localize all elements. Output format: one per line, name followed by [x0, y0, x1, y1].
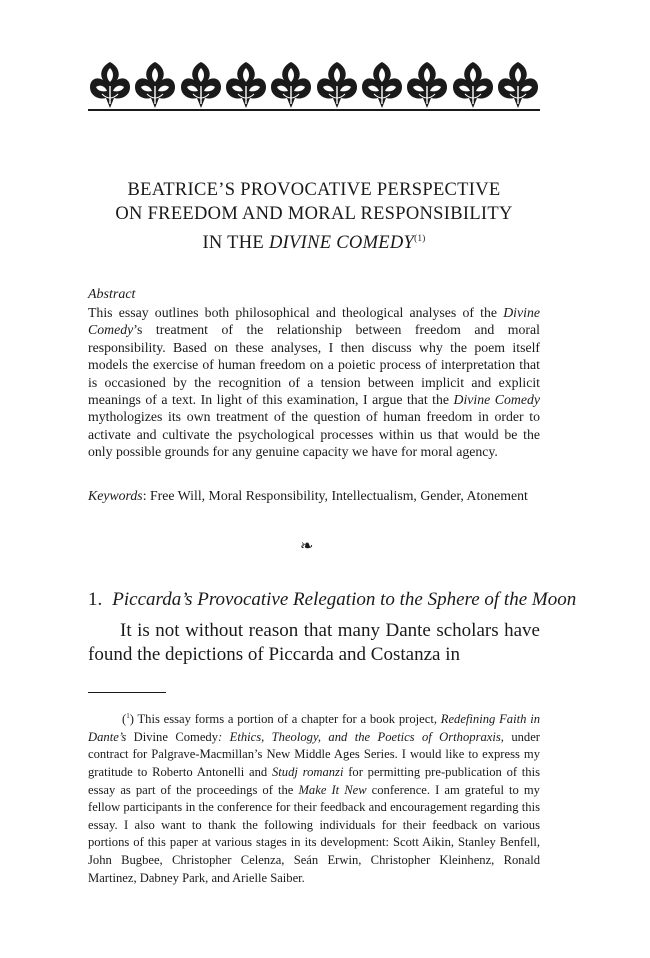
- abstract-text: [88, 304, 540, 461]
- section-title: Piccarda’s Provocative Relegation to the Sphere of the Moon: [112, 589, 577, 610]
- footnote-text-part: This essay forms a portion of a chapter for a book project,: [133, 712, 441, 727]
- section-heading: [88, 589, 577, 611]
- lotus-ornament-icon: [179, 60, 223, 110]
- section-number: 1.: [88, 589, 103, 610]
- fleuron-icon: ❧: [300, 536, 314, 555]
- title-line-3-prefix: IN THE: [202, 233, 269, 254]
- title-line-1: BEATRICE’S PROVOCATIVE PERSPECTIVE: [127, 180, 501, 200]
- lotus-ornament-icon: [315, 60, 359, 110]
- footnote-text-part: for permitting pre-publication of this essay as part of the proceedings of the: [88, 764, 541, 797]
- footnote: ($^1$) This essay forms a portion of a chapter for a book project, Redefining Faith in Dante’s Divine Comedy: Ethics, Theology, and the Poetics of Orthopraxis, under contract for Palgrave-Macmillan’s New Middle Ages Series. I would like to express my gratitude to Roberto Antonelli and Studj romanzi for permitting pre-publication of this essay as part of the proceedings of the Make It New conference. I am grateful to my fellow participants in the conference for their feedback and encouragement regarding this essay. I also want to thank the following individuals for their feedback on various portions of this paper at various stages in its development: Scott Aikin, Stanley Benfell, John Bugbee, Christopher Celenza, Seán Erwin, Christopher Kleinhenz, Ronald Martinez, Dabney Park, and Arielle Saiber.: [88, 712, 541, 885]
- lotus-ornament-icon: [224, 60, 268, 110]
- abstract-text-part: This essay outlines both philosophical and theological analyses of the: [88, 305, 504, 320]
- abstract-heading: Abstract: [88, 287, 136, 302]
- keywords-list: : Free Will, Moral Responsibility, Intellectualism, Gender, Atonement: [142, 488, 528, 503]
- body-paragraph: It is not without reason that many Dante scholars have found the depictions of Piccarda and Costanza in: [88, 620, 540, 665]
- footnote-conference-name: Make It New: [298, 782, 367, 797]
- title-line-3: [88, 226, 540, 255]
- footnote-text-part: conference. I am grateful to my fellow participants in the conference for their feedback and encouragement regarding this essay. I also want to thank the following individuals for their feedback on various portions of this paper at various stages in its development: Scott Aikin, Stanley Benfell, John Bugbee, Christopher Celenza, Seán Erwin, Christopher Kleinhenz, Ronald Martinez, Dabney Park, and Arielle Saiber.: [88, 782, 540, 885]
- lotus-ornament-icon: [269, 60, 313, 110]
- lotus-ornament-icon: [451, 60, 495, 110]
- footnote-journal-name: Studj romanzi: [271, 764, 344, 779]
- footnote-text-part: , under contract for Palgrave-Macmillan’s New Middle Ages Series. I would like to express my gratitude to Roberto Antonelli and: [88, 729, 540, 779]
- abstract-work-title: Divine Comedy: [88, 305, 540, 338]
- ornament-row: [88, 58, 540, 110]
- keywords: [88, 487, 540, 504]
- title-work-name: DIVINE COMEDY: [268, 233, 415, 254]
- footnote-book-title: Redefining Faith in Dante’s: [88, 712, 540, 744]
- abstract-text-part: ’s treatment of the relationship between freedom and moral responsibility. Based on these analyses, I then discuss why the poem itself models the exercise of human freedom on a poietic process of interpretation that is occasioned by the recognition of a tension between implicit and explicit meanings of a text. In light of this examination, I argue that the: [88, 322, 540, 408]
- lotus-ornament-icon: [496, 60, 540, 110]
- title-line-2: ON FREEDOM AND MORAL RESPONSIBILITY: [115, 204, 513, 224]
- abstract-text-part: mythologizes its own treatment of the question of human freedom in order to activate and cultivate the psychological processes within us that would be the only possible grounds for any genuine capacity we have for moral agency.: [88, 409, 540, 460]
- footnote-text-part: Divine Comedy: [126, 729, 219, 744]
- lotus-ornament-icon: [88, 60, 132, 110]
- lotus-ornament-icon: [133, 60, 177, 110]
- lotus-ornament-icon: [405, 60, 449, 110]
- footnote-divider: [88, 692, 166, 693]
- keywords-label: Keywords: [88, 488, 143, 503]
- lotus-ornament-icon: [360, 60, 404, 110]
- footnote-book-subtitle: : Ethics, Theology, and the Poetics of Orthopraxis: [218, 729, 501, 744]
- footnote-number: 1: [126, 712, 130, 720]
- article-title: [88, 178, 540, 255]
- title-footnote-marker[interactable]: (1): [414, 233, 426, 243]
- abstract-work-title: Divine Comedy: [453, 392, 540, 408]
- ornament-divider: [88, 109, 540, 111]
